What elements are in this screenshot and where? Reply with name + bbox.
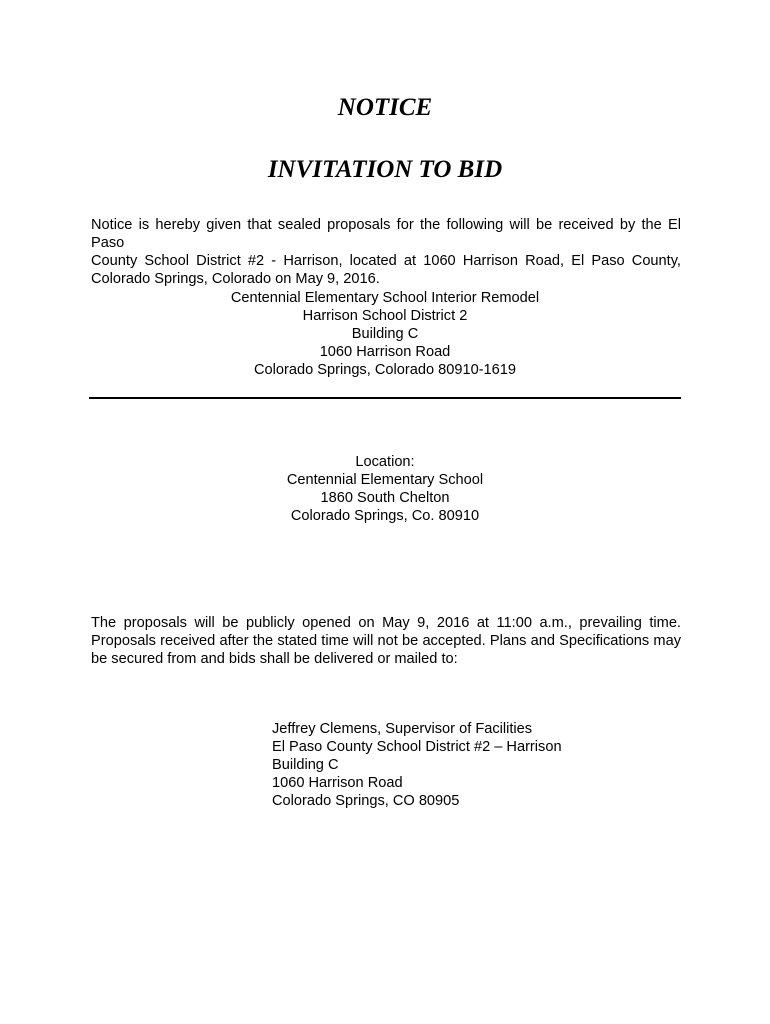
contact-building: Building C bbox=[272, 757, 339, 773]
project-district: Harrison School District 2 bbox=[302, 308, 468, 324]
project-city: Colorado Springs, Colorado 80910-1619 bbox=[253, 362, 517, 378]
notice-title: NOTICE bbox=[337, 94, 433, 121]
project-name: Centennial Elementary School Interior Remodel bbox=[230, 290, 540, 306]
intro-line: Notice is hereby given that sealed proposals for the following will be received by the El Paso bbox=[91, 217, 681, 251]
contact-address-block bbox=[272, 720, 692, 810]
location-street: 1860 South Chelton bbox=[320, 490, 450, 506]
intro-line: Colorado Springs, Colorado on May 9, 2016. bbox=[91, 271, 380, 287]
opening-line: The proposals will be publicly opened on May 9, 2016 at 11:00 a.m., prevailing time. bbox=[91, 615, 681, 631]
project-street: 1060 Harrison Road bbox=[319, 344, 451, 360]
opening-paragraph bbox=[91, 614, 681, 668]
horizontal-divider bbox=[89, 397, 681, 399]
project-building: Building C bbox=[351, 326, 419, 342]
contact-organization: El Paso County School District #2 – Harrison bbox=[272, 739, 562, 755]
invitation-to-bid-heading: INVITATION TO BID bbox=[267, 156, 503, 183]
project-block bbox=[0, 289, 770, 379]
contact-city: Colorado Springs, CO 80905 bbox=[272, 793, 460, 809]
opening-line: Proposals received after the stated time will not be accepted. Plans and Specifications may bbox=[91, 633, 681, 649]
location-block bbox=[0, 453, 770, 525]
contact-street: 1060 Harrison Road bbox=[272, 775, 403, 791]
intro-line: County School District #2 - Harrison, located at 1060 Harrison Road, El Paso County, bbox=[91, 253, 681, 269]
contact-name: Jeffrey Clemens, Supervisor of Facilities bbox=[272, 721, 533, 737]
location-label: Location: bbox=[355, 454, 415, 470]
location-city: Colorado Springs, Co. 80910 bbox=[290, 508, 480, 524]
intro-paragraph bbox=[91, 216, 681, 288]
location-school: Centennial Elementary School bbox=[286, 472, 484, 488]
opening-line: be secured from and bids shall be delivered or mailed to: bbox=[91, 651, 458, 667]
